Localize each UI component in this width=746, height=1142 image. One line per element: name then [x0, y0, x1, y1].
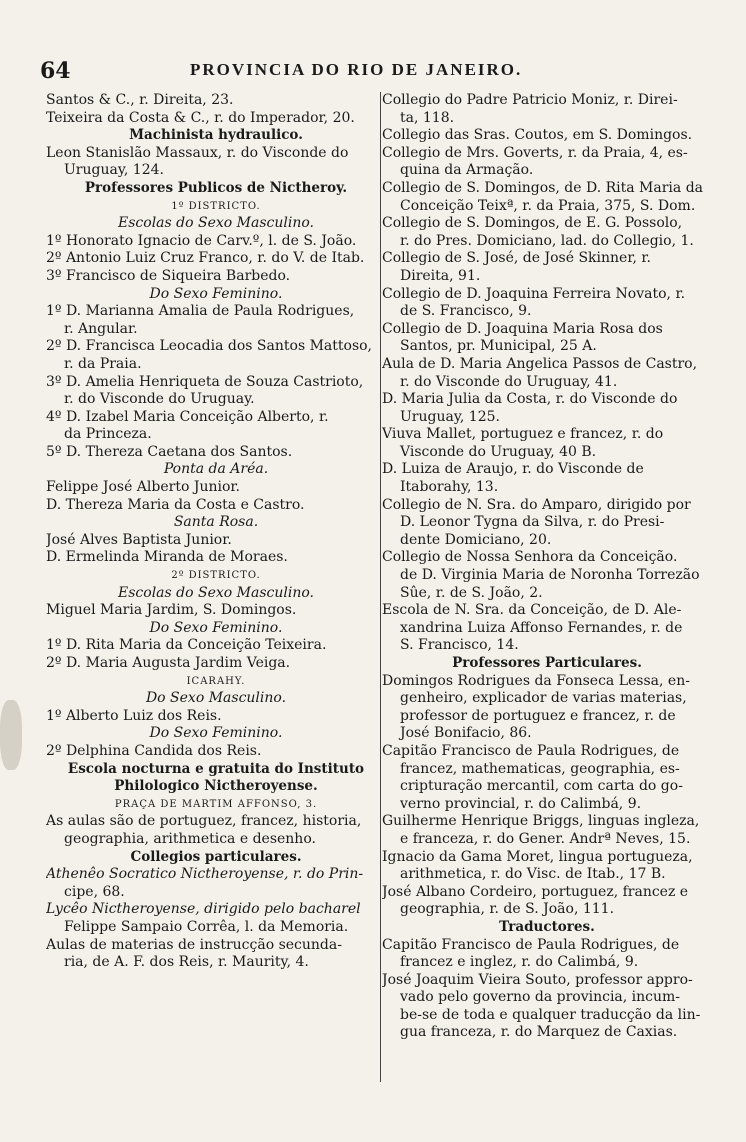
right-column-line: e franceza, r. do Gener. Andrª Neves, 15.: [400, 830, 691, 847]
right-column-line: be-se de toda e qualquer traducção da lin-: [400, 1006, 701, 1023]
right-column-line: quina da Armação.: [400, 162, 534, 179]
left-column-line: 1º Honorato Ignacio de Carv.º, l. de S. João.: [46, 232, 357, 249]
right-column-line: r. do Pres. Domiciano, lad. do Collegio, 1.: [400, 232, 694, 249]
right-column-line: Domingos Rodrigues da Fonseca Lessa, en-: [382, 672, 690, 689]
right-column-line: Itaborahy, 13.: [400, 479, 499, 496]
right-column-line: Capitão Francisco de Paula Rodrigues, de: [382, 936, 680, 953]
page-title: PROVINCIA DO RIO DE JANEIRO.: [190, 60, 523, 79]
right-column-line: Conceição Teixª, r. da Praia, 375, S. Dom.: [400, 197, 696, 214]
right-column-line: ta, 118.: [400, 109, 455, 126]
right-column-line: S. Francisco, 14.: [400, 637, 519, 654]
right-column-line: Collegio de D. Joaquina Ferreira Novato, r.: [382, 285, 686, 302]
left-column-line: Ponta da Aréa.: [163, 461, 269, 478]
left-column-line: 2º DISTRICTO.: [171, 570, 261, 582]
right-column-line: José Albano Cordeiro, portuguez, francez e: [382, 883, 689, 900]
right-column-line: D. Luiza de Araujo, r. do Visconde de: [382, 461, 644, 478]
right-column-line: verno provincial, r. do Calimbá, 9.: [400, 795, 642, 812]
right-column-line: Collegio das Sras. Coutos, em S. Domingos.: [382, 127, 693, 144]
left-column-line: Felippe José Alberto Junior.: [46, 479, 240, 496]
right-column-line: Visconde do Uruguay, 40 B.: [400, 443, 597, 460]
left-column-line: Escolas do Sexo Masculino.: [118, 584, 314, 601]
left-column-line: D. Ermelinda Miranda de Moraes.: [46, 549, 288, 566]
right-column-line: de S. Francisco, 9.: [400, 303, 532, 320]
right-column-line: Escola de N. Sra. da Conceição, de D. Ale-: [382, 602, 682, 619]
right-column-line: Collegio de Mrs. Goverts, r. da Praia, 4, es-: [382, 144, 688, 161]
left-column-line: r. da Praia.: [64, 355, 142, 372]
left-column-line: Philologico Nictheroyense.: [114, 778, 318, 795]
left-column-line: Do Sexo Masculino.: [145, 690, 287, 707]
left-column-line: Miguel Maria Jardim, S. Domingos.: [46, 602, 297, 619]
right-column-line: professor de portuguez e francez, r. de: [400, 707, 676, 724]
right-column-line: vado pelo governo da provincia, incum-: [400, 989, 681, 1006]
left-column-line: 2º Antonio Luiz Cruz Franco, r. do V. de Itab.: [46, 250, 365, 267]
right-column-line: dente Domiciano, 20.: [400, 531, 552, 548]
right-column-line: José Joaquim Vieira Souto, professor appro-: [382, 971, 693, 988]
left-column-line: Professores Publicos de Nictheroy.: [84, 179, 348, 196]
left-column-line: Do Sexo Feminino.: [149, 619, 283, 636]
left-column-line: Teixeira da Costa & C., r. do Imperador, 20.: [46, 109, 355, 126]
right-column-line: Collegio do Padre Patricio Moniz, r. Direi-: [382, 92, 678, 108]
left-column-line: 1º D. Marianna Amalia de Paula Rodrigues,: [46, 303, 355, 320]
left-column-line: Aulas de materias de instrucção secunda-: [46, 936, 342, 953]
left-column-line: r. do Visconde do Uruguay.: [64, 391, 255, 408]
left-column-line: geographia, arithmetica e desenho.: [64, 830, 316, 847]
right-column-line: geographia, r. de S. João, 111.: [400, 901, 615, 918]
left-column-line: Lycêo Nictheroyense, dirigido pelo bacharel: [46, 901, 361, 918]
left-column-line: 2º Delphina Candida dos Reis.: [46, 742, 262, 759]
right-column-line: de D. Virginia Maria de Noronha Torrezão: [400, 567, 700, 584]
right-column-line: xandrina Luiza Affonso Fernandes, r. de: [400, 619, 683, 636]
page-stain: [0, 700, 22, 770]
left-column-line: ria, de A. F. dos Reis, r. Maurity, 4.: [64, 954, 309, 971]
page-number: 64: [40, 58, 71, 84]
left-column-line: 5º D. Thereza Caetana dos Santos.: [46, 443, 293, 460]
right-column-line: genheiro, explicador de varias materias,: [400, 690, 687, 707]
right-column: [382, 92, 712, 1042]
left-column-line: Machinista hydraulico.: [129, 127, 303, 144]
right-column-line: r. do Visconde do Uruguay, 41.: [400, 373, 618, 390]
right-column-line: Viuva Mallet, portuguez e francez, r. do: [382, 426, 664, 443]
left-column-line: 2º D. Maria Augusta Jardim Veiga.: [46, 655, 291, 671]
right-column-line: cripturação mercantil, com carta do go-: [400, 778, 683, 795]
left-column-line: José Alves Baptista Junior.: [46, 531, 232, 548]
left-column-line: Do Sexo Feminino.: [149, 285, 283, 302]
right-column-line: arithmetica, r. do Visc. de Itab., 17 B.: [400, 866, 666, 883]
left-column-line: Uruguay, 124.: [64, 162, 164, 179]
left-column-line: 3º Francisco de Siqueira Barbedo.: [46, 267, 291, 284]
right-column-line: francez e inglez, r. do Calimbá, 9.: [400, 954, 639, 971]
right-column-line: Collegio de S. Domingos, de E. G. Possolo,: [382, 215, 683, 232]
right-column-line: Santos, pr. Municipal, 25 A.: [400, 338, 597, 355]
left-column-line: Santos & C., r. Direita, 23.: [46, 92, 234, 108]
right-column-line: Collegio de S. José, de José Skinner, r.: [382, 250, 651, 267]
left-column-line: Santa Rosa.: [173, 514, 259, 531]
right-column-line: Guilherme Henrique Briggs, linguas ingleza,: [382, 813, 700, 830]
left-column-line: D. Thereza Maria da Costa e Castro.: [46, 496, 305, 513]
right-column-line: Capitão Francisco de Paula Rodrigues, de: [382, 742, 680, 759]
right-column-line: Ignacio da Gama Moret, lingua portugueza,: [382, 848, 693, 865]
left-column-line: 2º D. Francisca Leocadia dos Santos Mattoso,: [46, 338, 373, 355]
left-column-line: Escolas do Sexo Masculino.: [118, 215, 314, 232]
right-column-line: Collegio de N. Sra. do Amparo, dirigido por: [382, 496, 691, 513]
right-column-line: Sûe, r. de S. João, 2.: [400, 584, 543, 601]
right-column-line: D. Maria Julia da Costa, r. do Visconde do: [382, 391, 678, 408]
right-column-line: Direita, 91.: [400, 267, 481, 284]
left-column-line: Athenêo Socratico Nictheroyense, r. do Prin-: [46, 866, 364, 883]
right-column-line: Traductores.: [499, 918, 595, 935]
left-column-line: Collegios particulares.: [130, 848, 302, 865]
right-column-line: D. Leonor Tygna da Silva, r. do Presi-: [400, 514, 665, 531]
left-column-line: Leon Stanislão Massaux, r. do Visconde do: [46, 144, 349, 161]
right-column-line: Professores Particulares.: [452, 655, 642, 671]
right-column-line: Collegio de Nossa Senhora da Conceição.: [382, 549, 678, 566]
page-header: [40, 58, 720, 84]
left-column-line: da Princeza.: [64, 426, 152, 443]
right-column-line: francez, mathematicas, geographia, es-: [400, 760, 680, 777]
left-column-line: Escola nocturna e gratuita do Instituto: [67, 760, 365, 777]
left-column-line: 1º DISTRICTO.: [171, 200, 261, 212]
left-column-line: 4º D. Izabel Maria Conceição Alberto, r.: [46, 408, 329, 425]
right-column-line: gua franceza, r. do Marquez de Caxias.: [400, 1024, 678, 1041]
left-column-line: r. Angular.: [64, 320, 138, 337]
left-column-line: Felippe Sampaio Corrêa, l. da Memoria.: [64, 918, 349, 935]
left-column-line: ICARAHY.: [186, 675, 246, 687]
left-column-line: cipe, 68.: [64, 883, 125, 900]
right-column-line: Collegio de S. Domingos, de D. Rita Maria da: [382, 179, 704, 196]
left-column-line: 3º D. Amelia Henriqueta de Souza Castrioto,: [46, 373, 364, 390]
left-column-line: As aulas são de portuguez, francez, historia,: [46, 813, 362, 830]
right-column-line: Collegio de D. Joaquina Maria Rosa dos: [382, 320, 663, 337]
right-column-line: Aula de D. Maria Angelica Passos de Castro,: [382, 355, 698, 372]
left-column: [46, 92, 386, 972]
right-column-line: José Bonifacio, 86.: [400, 725, 532, 742]
right-column-line: Uruguay, 125.: [400, 408, 500, 425]
left-column-line: PRAÇA DE MARTIM AFFONSO, 3.: [114, 798, 318, 810]
left-column-line: Do Sexo Feminino.: [149, 725, 283, 742]
left-column-line: 1º D. Rita Maria da Conceição Teixeira.: [46, 637, 327, 654]
left-column-line: 1º Alberto Luiz dos Reis.: [46, 707, 222, 724]
